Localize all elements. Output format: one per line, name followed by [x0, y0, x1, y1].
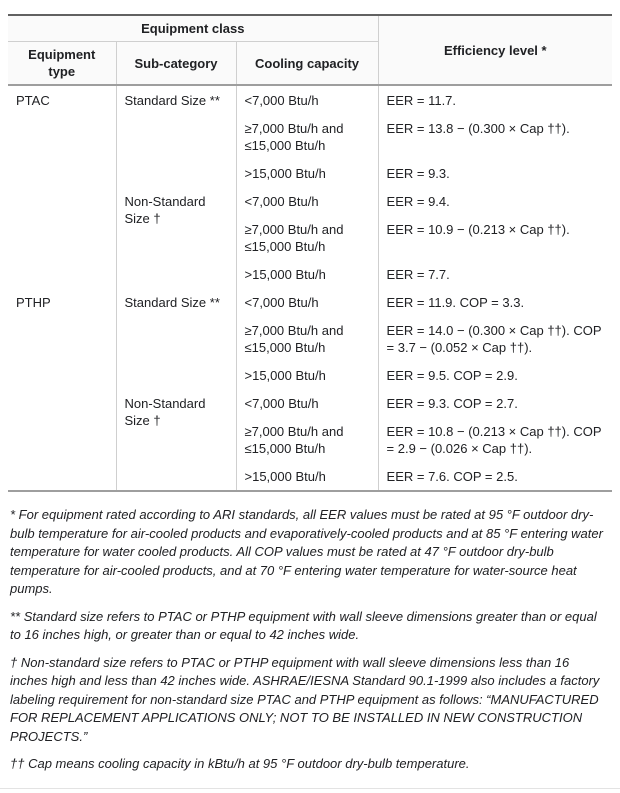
efficiency-cell: EER = 9.3. COP = 2.7.: [378, 389, 612, 417]
cooling-capacity-cell: >15,000 Btu/h: [236, 260, 378, 288]
sub-category-cell: Standard Size **: [116, 288, 236, 389]
efficiency-cell: EER = 14.0 − (0.300 × Cap ††). COP = 3.7 − (0.052 × Cap ††).: [378, 316, 612, 361]
cooling-capacity-cell: >15,000 Btu/h: [236, 462, 378, 491]
cooling-capacity-cell: <7,000 Btu/h: [236, 187, 378, 215]
efficiency-cell: EER = 11.9. COP = 3.3.: [378, 288, 612, 316]
efficiency-cell: EER = 11.7.: [378, 85, 612, 114]
efficiency-levels-table: [8, 14, 612, 492]
footnote-double-dagger: †† Cap means cooling capacity in kBtu/h at 95 °F outdoor dry-bulb temperature.: [10, 756, 470, 771]
equipment-class-header: Equipment class: [8, 15, 378, 42]
cooling-capacity-cell: ≥7,000 Btu/h and ≤15,000 Btu/h: [236, 417, 378, 462]
bottom-divider: [0, 788, 620, 789]
table-body: [8, 85, 612, 491]
cooling-capacity-cell: <7,000 Btu/h: [236, 288, 378, 316]
cooling-capacity-cell: <7,000 Btu/h: [236, 85, 378, 114]
equipment-type-header: Equipment type: [8, 42, 116, 86]
efficiency-cell: EER = 9.5. COP = 2.9.: [378, 361, 612, 389]
cooling-capacity-cell: <7,000 Btu/h: [236, 389, 378, 417]
sub-category-header: Sub-category: [116, 42, 236, 86]
footnote-double-star: ** Standard size refers to PTAC or PTHP equipment with wall sleeve dimensions greater than or equal to 16 inches high, or greater than or equal to 42 inches wide.: [10, 608, 597, 642]
sub-category-cell: Non-Standard Size †: [116, 389, 236, 491]
efficiency-cell: EER = 10.9 − (0.213 × Cap ††).: [378, 215, 612, 260]
efficiency-level-header: Efficiency level *: [378, 15, 612, 85]
efficiency-cell: EER = 9.4.: [378, 187, 612, 215]
equipment-type-cell: PTHP: [8, 288, 116, 491]
cooling-capacity-cell: ≥7,000 Btu/h and ≤15,000 Btu/h: [236, 316, 378, 361]
table-header: [8, 15, 612, 85]
header-row-top: [8, 15, 612, 42]
sub-category-cell: Standard Size **: [116, 85, 236, 187]
cooling-capacity-cell: >15,000 Btu/h: [236, 361, 378, 389]
cooling-capacity-header: Cooling capacity: [236, 42, 378, 86]
cooling-capacity-cell: >15,000 Btu/h: [236, 159, 378, 187]
table-row: [8, 85, 612, 114]
efficiency-cell: EER = 7.6. COP = 2.5.: [378, 462, 612, 491]
equipment-type-cell: PTAC: [8, 85, 116, 288]
footnotes-section: [10, 506, 610, 774]
sub-category-cell: Non-Standard Size †: [116, 187, 236, 288]
efficiency-cell: EER = 9.3.: [378, 159, 612, 187]
efficiency-cell: EER = 7.7.: [378, 260, 612, 288]
efficiency-cell: EER = 13.8 − (0.300 × Cap ††).: [378, 114, 612, 159]
cooling-capacity-cell: ≥7,000 Btu/h and ≤15,000 Btu/h: [236, 114, 378, 159]
footnote-star: * For equipment rated according to ARI standards, all EER values must be rated at 95 °F outdoor dry-bulb temperature for air-cooled products and evaporatively-cooled products and at 85 °F entering water temperature for water cooled products. All COP values must be rated at 47 °F outdoor dry-bulb temperature for air-cooled products, and at 70 °F entering water temperature for water-source heat pumps.: [10, 507, 603, 596]
cooling-capacity-cell: ≥7,000 Btu/h and ≤15,000 Btu/h: [236, 215, 378, 260]
footnote-dagger: † Non-standard size refers to PTAC or PTHP equipment with wall sleeve dimensions less than 16 inches high and less than 42 inches wide. ASHRAE/IESNA Standard 90.1-1999 also includes a factory labeling requirement for non-standard size PTAC and PTHP equipment as follows: “MANUFACTURED FOR REPLACEMENT APPLICATIONS ONLY; NOT TO BE INSTALLED IN NEW CONSTRUCTION PROJECTS.”: [10, 654, 600, 744]
efficiency-cell: EER = 10.8 − (0.213 × Cap ††). COP = 2.9 − (0.026 × Cap ††).: [378, 417, 612, 462]
table-row: [8, 288, 612, 316]
